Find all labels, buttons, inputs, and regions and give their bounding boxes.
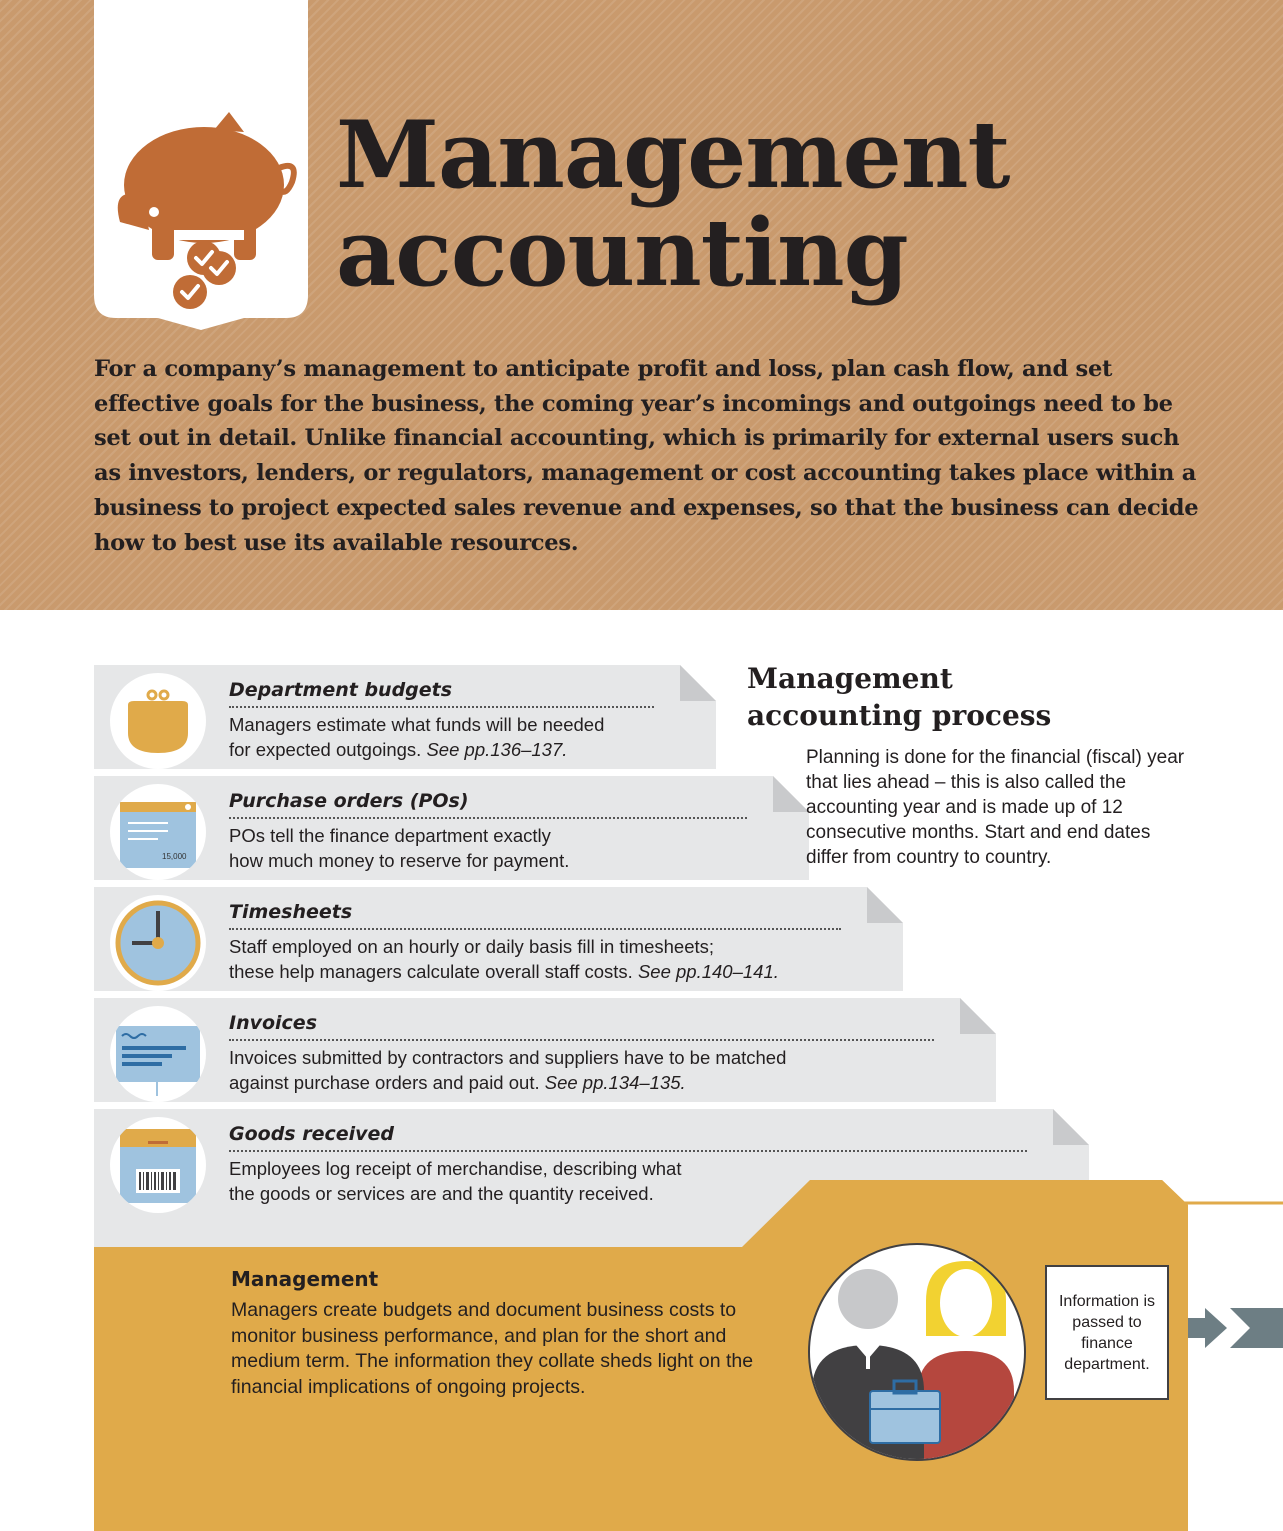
card-text: Employees log receipt of merchandise, describing what the goods or services are and the quantity received. [229, 1158, 682, 1204]
page-reference: See pp.134–135. [544, 1072, 686, 1093]
process-description: Planning is done for the financial (fiscal) year that lies ahead – this is also called the accounting year and is made up of 12 consecutive months. Start and end dates differ from country to country. [806, 747, 1185, 868]
managers-icon [806, 1241, 1028, 1463]
invoice-icon [110, 1006, 206, 1102]
card-text: Managers estimate what funds will be needed for expected outgoings. See pp.136–137. [229, 714, 605, 760]
card-title: Timesheets [229, 901, 353, 923]
divider [229, 928, 841, 930]
invoices-icon-circle [110, 1006, 206, 1102]
purchase-order-icon [110, 784, 206, 880]
card-title: Invoices [229, 1012, 318, 1034]
title-line-2: accounting [336, 198, 908, 307]
management-text: Managers create budgets and document business costs to monitor business performance, and plan for the short and medium term. The information they collate sheds light on the financial implications of ongoing projects. [231, 1299, 754, 1398]
card-title: Goods received [229, 1123, 395, 1145]
department-budgets-icon-circle [110, 673, 206, 769]
divider [229, 706, 654, 708]
process-title: Management accounting process [747, 662, 1052, 732]
divider [229, 1039, 934, 1041]
card-title: Purchase orders (POs) [229, 790, 469, 812]
management-title: Management [231, 1267, 379, 1291]
card-purchase-orders [94, 776, 809, 880]
title-line-1: Management [336, 100, 1010, 209]
info-box [1045, 1265, 1169, 1400]
purchase-orders-icon-circle [110, 784, 206, 880]
clock-icon [110, 895, 206, 991]
info-box-text: Information is passed to finance department. [1058, 1292, 1156, 1373]
svg-text:15,000: 15,000 [162, 852, 187, 861]
card-text: Invoices submitted by contractors and suppliers have to be matched against purchase orders and paid out. See pp.134–135. [229, 1047, 787, 1093]
divider [229, 1150, 1027, 1152]
card-department-budgets [94, 665, 716, 769]
intro-paragraph: For a company’s management to anticipate profit and loss, plan cash flow, and set effective goals for the business, the coming year’s incomings and outgoings need to be set out in detail. Unlike financial accounting, which is primarily for external users such as investors, lenders, or regulators, management or cost accounting takes place within a business to project expected sales revenue and expenses, so that the business can decide how to best use its available resources. [94, 356, 1199, 556]
card-timesheets [94, 887, 903, 991]
card-title: Department budgets [229, 679, 453, 701]
page-reference: See pp.140–141. [637, 961, 779, 982]
page-reference: See pp.136–137. [426, 739, 568, 760]
purse-icon [110, 673, 206, 769]
timesheets-icon-circle [110, 895, 206, 991]
divider [229, 817, 747, 819]
card-text: Staff employed on an hourly or daily basis fill in timesheets; these help managers calculate overall staff costs. See pp.140–141. [229, 936, 779, 982]
card-text: POs tell the finance department exactly how much money to reserve for payment. [229, 825, 570, 871]
card-invoices [94, 998, 996, 1102]
